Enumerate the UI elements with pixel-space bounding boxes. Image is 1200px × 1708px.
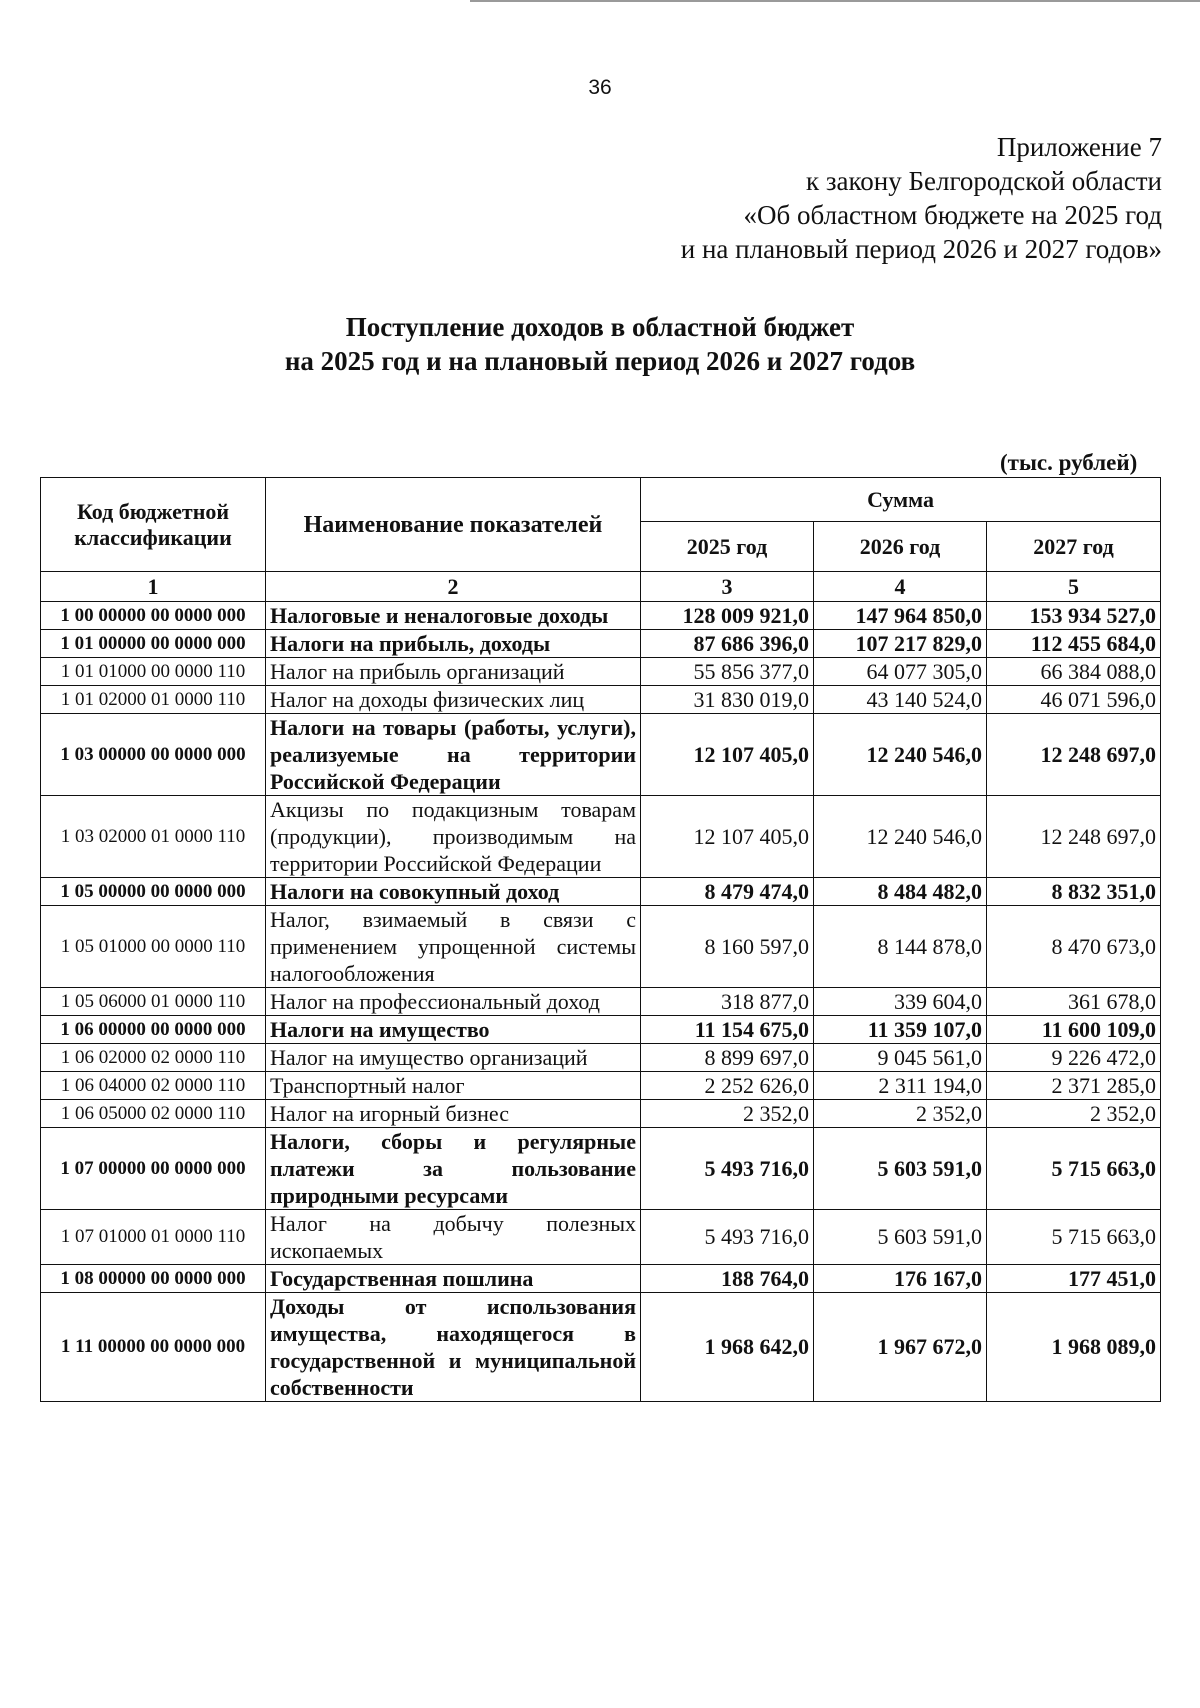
- document-title: [0, 310, 1200, 378]
- appendix-line: «Об областном бюджете на 2025 год: [743, 200, 1162, 230]
- table-row: [41, 1293, 1161, 1402]
- table-row: [41, 686, 1161, 714]
- table-row: [41, 1016, 1161, 1044]
- column-number-row: [41, 572, 1161, 602]
- value-2027: 2 352,0: [987, 1100, 1161, 1128]
- value-2026: 176 167,0: [814, 1265, 987, 1293]
- value-2026: 2 311 194,0: [814, 1072, 987, 1100]
- row-code: 1 05 00000 00 0000 000: [41, 878, 266, 906]
- column-number: 1: [41, 572, 266, 602]
- row-name: Налоги на прибыль, доходы: [266, 630, 641, 658]
- value-2025: 12 107 405,0: [641, 714, 814, 796]
- header-2025: 2025 год: [641, 522, 814, 572]
- title-line: Поступление доходов в областной бюджет: [345, 312, 855, 342]
- row-name: Налог, взимаемый в связи с применением упрощенной системы налогообложения: [266, 906, 641, 988]
- value-2027: 153 934 527,0: [987, 602, 1161, 630]
- row-code: 1 08 00000 00 0000 000: [41, 1265, 266, 1293]
- header-name: Наименование показателей: [266, 478, 641, 572]
- value-2027: 11 600 109,0: [987, 1016, 1161, 1044]
- value-2025: 128 009 921,0: [641, 602, 814, 630]
- value-2026: 5 603 591,0: [814, 1210, 987, 1265]
- row-name: Налог на добычу полезных ископаемых: [266, 1210, 641, 1265]
- value-2027: 12 248 697,0: [987, 714, 1161, 796]
- header-code: Код бюджетной классификации: [41, 478, 266, 572]
- table-row: [41, 1210, 1161, 1265]
- value-2027: 12 248 697,0: [987, 796, 1161, 878]
- row-code: 1 05 01000 00 0000 110: [41, 906, 266, 988]
- value-2025: 1 968 642,0: [641, 1293, 814, 1402]
- row-name: Налог на имущество организаций: [266, 1044, 641, 1072]
- row-code: 1 07 00000 00 0000 000: [41, 1128, 266, 1210]
- row-code: 1 06 04000 02 0000 110: [41, 1072, 266, 1100]
- value-2026: 43 140 524,0: [814, 686, 987, 714]
- value-2025: 11 154 675,0: [641, 1016, 814, 1044]
- row-code: 1 07 01000 01 0000 110: [41, 1210, 266, 1265]
- row-name: Налог на прибыль организаций: [266, 658, 641, 686]
- value-2025: 5 493 716,0: [641, 1210, 814, 1265]
- value-2026: 12 240 546,0: [814, 714, 987, 796]
- value-2025: 8 899 697,0: [641, 1044, 814, 1072]
- row-name: Налог на профессиональный доход: [266, 988, 641, 1016]
- value-2027: 9 226 472,0: [987, 1044, 1161, 1072]
- value-2027: 8 470 673,0: [987, 906, 1161, 988]
- column-number: 5: [987, 572, 1161, 602]
- row-name: Доходы от использования имущества, находящегося в государственной и муниципальной собственности: [266, 1293, 641, 1402]
- table-row: [41, 906, 1161, 988]
- value-2027: 1 968 089,0: [987, 1293, 1161, 1402]
- value-2026: 8 484 482,0: [814, 878, 987, 906]
- value-2025: 318 877,0: [641, 988, 814, 1016]
- value-2027: 8 832 351,0: [987, 878, 1161, 906]
- row-name: Налог на доходы физических лиц: [266, 686, 641, 714]
- value-2025: 12 107 405,0: [641, 796, 814, 878]
- appendix-header: [681, 130, 1162, 266]
- table-row: [41, 796, 1161, 878]
- table-row: [41, 1072, 1161, 1100]
- table-row: [41, 658, 1161, 686]
- value-2027: 5 715 663,0: [987, 1128, 1161, 1210]
- value-2027: 2 371 285,0: [987, 1072, 1161, 1100]
- row-code: 1 03 02000 01 0000 110: [41, 796, 266, 878]
- value-2026: 11 359 107,0: [814, 1016, 987, 1044]
- value-2027: 66 384 088,0: [987, 658, 1161, 686]
- table-row: [41, 1128, 1161, 1210]
- table-row: [41, 714, 1161, 796]
- table-row: [41, 602, 1161, 630]
- row-code: 1 01 01000 00 0000 110: [41, 658, 266, 686]
- header-2027: 2027 год: [987, 522, 1161, 572]
- value-2026: 9 045 561,0: [814, 1044, 987, 1072]
- row-name: Налоги на совокупный доход: [266, 878, 641, 906]
- table-row: [41, 1265, 1161, 1293]
- row-code: 1 06 05000 02 0000 110: [41, 1100, 266, 1128]
- table-row: [41, 1100, 1161, 1128]
- value-2025: 31 830 019,0: [641, 686, 814, 714]
- value-2027: 46 071 596,0: [987, 686, 1161, 714]
- value-2027: 5 715 663,0: [987, 1210, 1161, 1265]
- value-2025: 55 856 377,0: [641, 658, 814, 686]
- top-rule: [470, 0, 1200, 2]
- value-2027: 177 451,0: [987, 1265, 1161, 1293]
- table-row: [41, 988, 1161, 1016]
- header-sum: Сумма: [641, 478, 1161, 522]
- column-number: 3: [641, 572, 814, 602]
- value-2026: 2 352,0: [814, 1100, 987, 1128]
- value-2027: 112 455 684,0: [987, 630, 1161, 658]
- row-code: 1 01 02000 01 0000 110: [41, 686, 266, 714]
- value-2025: 2 352,0: [641, 1100, 814, 1128]
- value-2025: 188 764,0: [641, 1265, 814, 1293]
- row-name: Государственная пошлина: [266, 1265, 641, 1293]
- revenue-table: [40, 477, 1161, 1402]
- page-number: 36: [588, 76, 612, 99]
- value-2025: 2 252 626,0: [641, 1072, 814, 1100]
- table-row: [41, 1044, 1161, 1072]
- column-number: 4: [814, 572, 987, 602]
- row-name: Налоги на товары (работы, услуги), реализуемые на территории Российской Федерации: [266, 714, 641, 796]
- appendix-line: и на плановый период 2026 и 2027 годов»: [680, 234, 1162, 264]
- value-2026: 339 604,0: [814, 988, 987, 1016]
- row-code: 1 03 00000 00 0000 000: [41, 714, 266, 796]
- units-label: (тыс. рублей): [1000, 450, 1138, 475]
- value-2026: 12 240 546,0: [814, 796, 987, 878]
- row-name: Налог на игорный бизнес: [266, 1100, 641, 1128]
- row-name: Налоги на имущество: [266, 1016, 641, 1044]
- value-2026: 5 603 591,0: [814, 1128, 987, 1210]
- title-line: на 2025 год и на плановый период 2026 и 2027 годов: [284, 346, 916, 376]
- appendix-line: Приложение 7: [996, 132, 1162, 162]
- row-name: Налоги, сборы и регулярные платежи за пользование природными ресурсами: [266, 1128, 641, 1210]
- value-2025: 8 479 474,0: [641, 878, 814, 906]
- row-name: Транспортный налог: [266, 1072, 641, 1100]
- value-2026: 107 217 829,0: [814, 630, 987, 658]
- row-code: 1 06 02000 02 0000 110: [41, 1044, 266, 1072]
- value-2026: 8 144 878,0: [814, 906, 987, 988]
- column-number: 2: [266, 572, 641, 602]
- value-2026: 147 964 850,0: [814, 602, 987, 630]
- table-row: [41, 878, 1161, 906]
- value-2025: 87 686 396,0: [641, 630, 814, 658]
- value-2025: 8 160 597,0: [641, 906, 814, 988]
- value-2026: 1 967 672,0: [814, 1293, 987, 1402]
- header-2026: 2026 год: [814, 522, 987, 572]
- value-2025: 5 493 716,0: [641, 1128, 814, 1210]
- row-code: 1 00 00000 00 0000 000: [41, 602, 266, 630]
- row-name: Акцизы по подакцизным товарам (продукции), производимым на территории Российской Федерации: [266, 796, 641, 878]
- value-2027: 361 678,0: [987, 988, 1161, 1016]
- row-code: 1 06 00000 00 0000 000: [41, 1016, 266, 1044]
- row-code: 1 11 00000 00 0000 000: [41, 1293, 266, 1402]
- table-row: [41, 630, 1161, 658]
- row-code: 1 01 00000 00 0000 000: [41, 630, 266, 658]
- row-code: 1 05 06000 01 0000 110: [41, 988, 266, 1016]
- appendix-line: к закону Белгородской области: [806, 166, 1162, 196]
- value-2026: 64 077 305,0: [814, 658, 987, 686]
- row-name: Налоговые и неналоговые доходы: [266, 602, 641, 630]
